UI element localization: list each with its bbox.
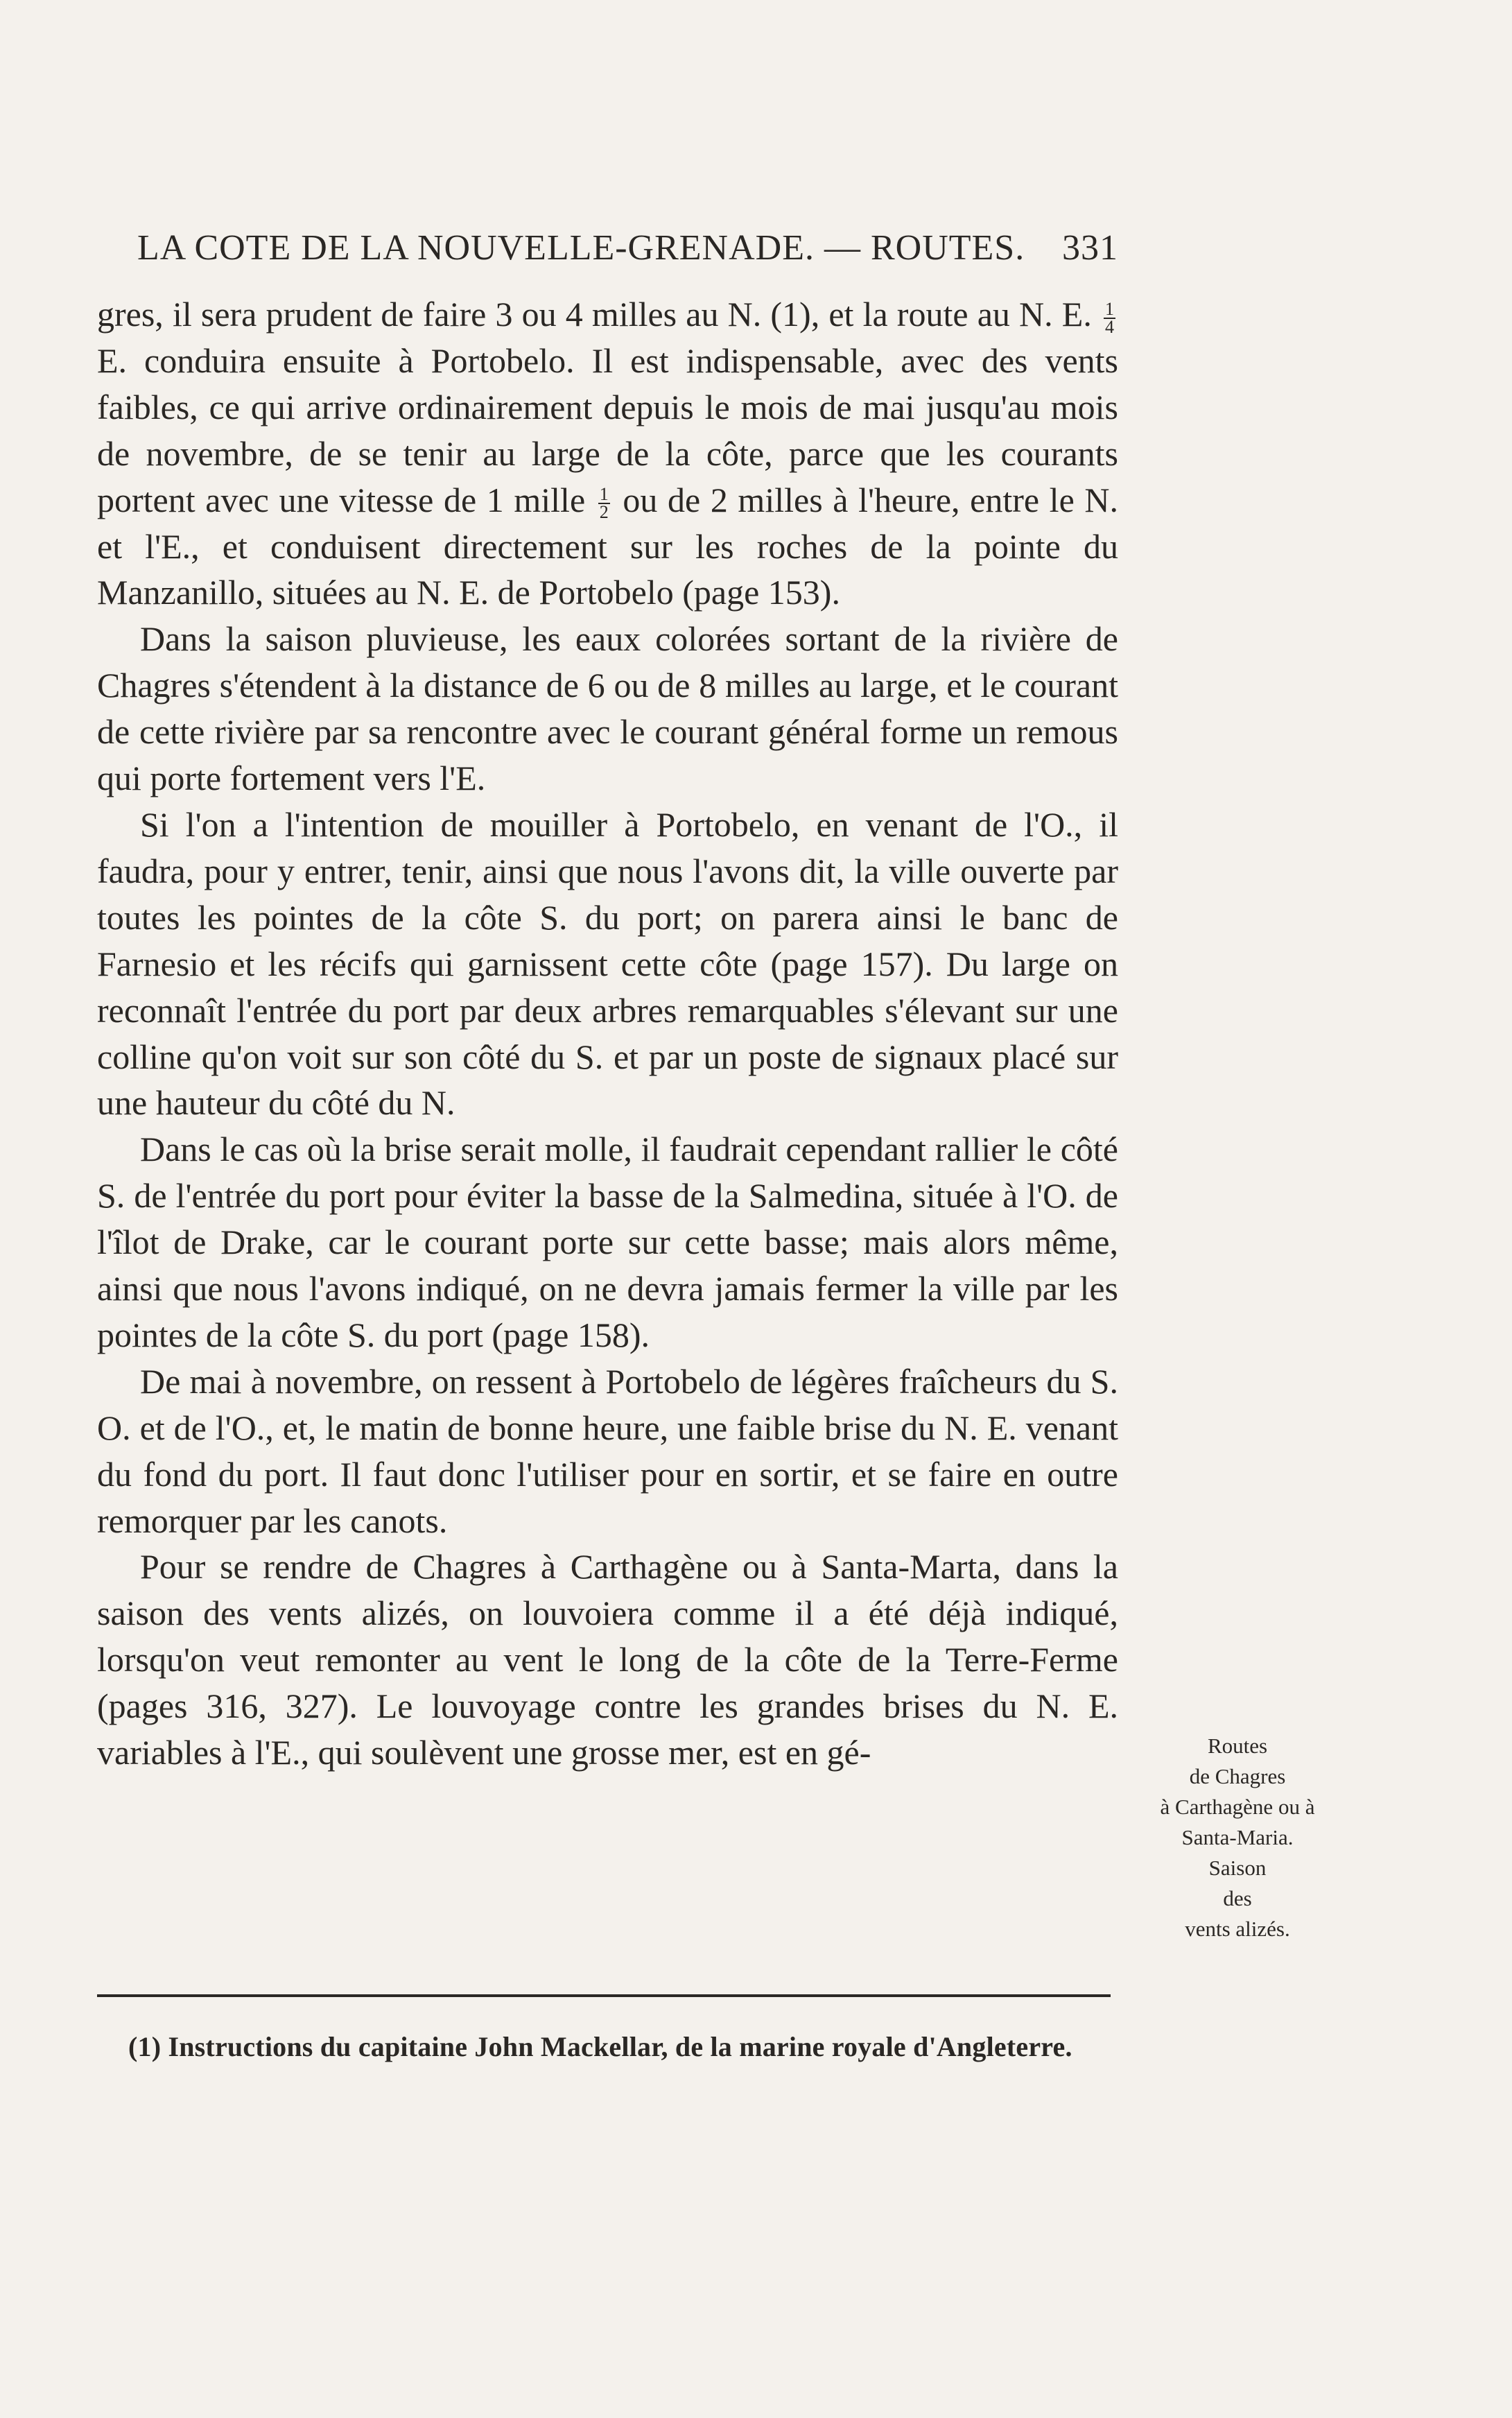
paragraph-1-part-2: E. conduira ensuite à Portobelo. Il est indispensable, avec des vents faibles, ce qui arrive ordinairement depuis le mois de mai jusqu'au mois de novembre, de se tenir au large de la côte, parce que les courants portent avec une vitesse de 1 mille xyxy=(97,340,1118,519)
marginal-note-line: de Chagres xyxy=(1189,1764,1286,1788)
marginal-note-line: à Carthagène ou à xyxy=(1160,1795,1315,1819)
marginal-note-line: Routes xyxy=(1207,1734,1268,1758)
fraction-numerator: 1 xyxy=(599,484,609,505)
marginal-note xyxy=(1133,1731,1341,1944)
footnote-divider xyxy=(97,1994,1111,1997)
paragraph-3: Si l'on a l'intention de mouiller à Portobelo, en venant de l'O., il faudra, pour y entrer, tenir, ainsi que nous l'avons dit, la ville ouverte par toutes les pointes de la côte S. du port; on parera ainsi le banc de Farnesio et les récifs qui garnissent cette côte (page 157). Du large on reconnaît l'entrée du port par deux arbres remarquables s'élevant sur une colline qu'on voit sur son côté du S. et par un poste de signaux placé sur une hauteur du côté du N. xyxy=(97,804,1118,1123)
running-title: LA COTE DE LA NOUVELLE-GRENADE. — ROUTES. xyxy=(137,228,1025,268)
fraction-denominator: 4 xyxy=(1105,316,1114,337)
paragraph-6: Pour se rendre de Chagres à Carthagène ou à Santa-Marta, dans la saison des vents alizés, on louvoiera comme il a été déjà indiqué, lorsqu'on veut remonter au vent le long de la côte de la Terre-Ferme (pages 316, 327). Le louvoyage contre les grandes brises du N. E. variables à l'E., qui soulèvent une grosse mer, est en gé- xyxy=(97,1547,1118,1772)
marginal-note-line: Santa-Maria. xyxy=(1181,1825,1294,1849)
fraction-denominator: 2 xyxy=(599,502,609,523)
paragraph-4: Dans le cas où la brise serait molle, il faudrait cependant rallier le côté S. de l'entrée du port pour éviter la basse de la Salmedina, située à l'O. de l'îlot de Drake, car le courant porte sur cette basse; mais alors même, ainsi que nous l'avons indiqué, on ne devra jamais fermer la ville par les pointes de la côte S. du port (page 158). xyxy=(97,1130,1118,1354)
fraction-half xyxy=(598,486,610,521)
main-text xyxy=(97,291,1118,1776)
paragraph-2: Dans la saison pluvieuse, les eaux colorées sortant de la rivière de Chagres s'étendent à la distance de 6 ou de 8 milles au large, et le courant de cette rivière par sa rencontre avec le courant général forme un remous qui porte fortement vers l'E. xyxy=(97,619,1118,798)
marginal-note-line: des xyxy=(1223,1886,1252,1910)
marginal-note-line: vents alizés. xyxy=(1185,1917,1290,1941)
paragraph-5: De mai à novembre, on ressent à Portobelo de légères fraîcheurs du S. O. et de l'O., et, le matin de bonne heure, une faible brise du N. E. venant du fond du port. Il faut donc l'utiliser pour en sortir, et se faire en outre remorquer par les canots. xyxy=(97,1361,1118,1540)
footnote: (1) Instructions du capitaine John Mackellar, de la marine royale d'Angleterre. xyxy=(128,2031,1072,2062)
fraction-quarter xyxy=(1104,298,1115,337)
marginal-note-line: Saison xyxy=(1208,1856,1267,1880)
running-header xyxy=(137,227,1118,276)
paragraph-1-part-1: gres, il sera prudent de faire 3 ou 4 milles au N. (1), et la route au N. E. xyxy=(97,295,1101,334)
paragraph-1 xyxy=(97,291,1118,616)
paragraph-1-part-3: ou de 2 milles à l'heure, entre le N. et l'E., et conduisent directement sur les roches de la pointe du Manzanillo, situées au N. E. de Portobelo (page 153). xyxy=(97,480,1118,612)
page-number: 331 xyxy=(1062,228,1118,268)
fraction-numerator: 1 xyxy=(1105,298,1114,319)
